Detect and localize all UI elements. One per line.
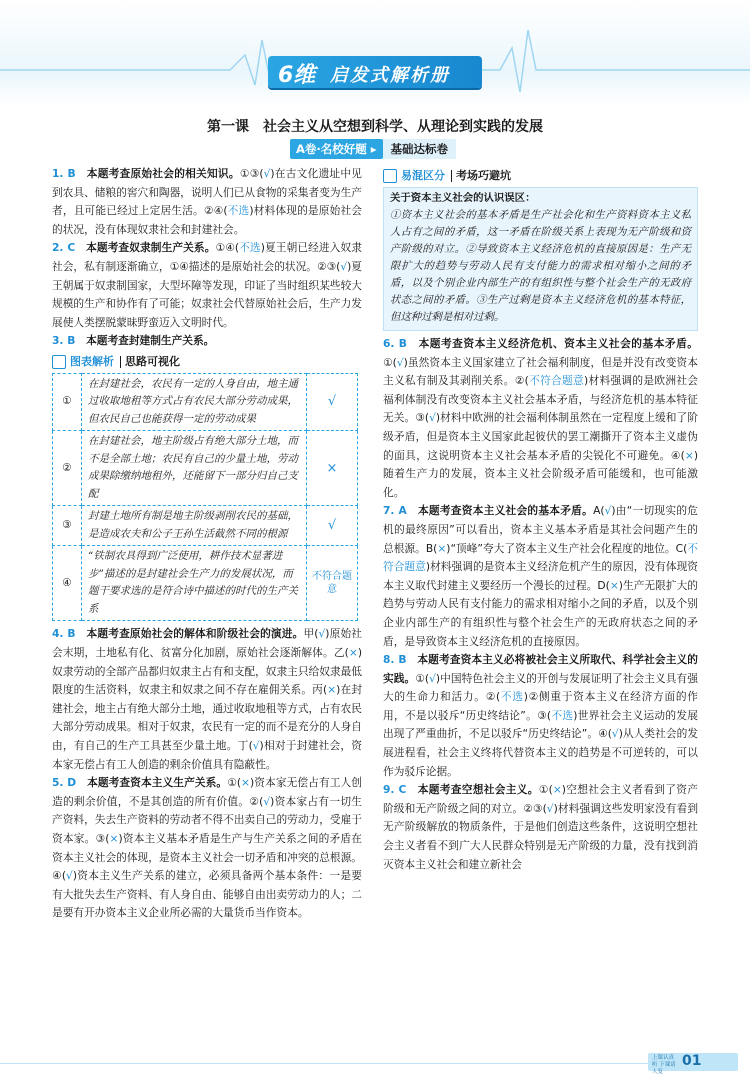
pulse-line-decoration	[0, 0, 750, 105]
answer-item-2: 2. C 本题考查奴隶制生产关系。①④(不选)夏王朝已经进入奴隶社会，私有制逐渐确立，①④描述的是原始社会的状况。②③(√)夏王朝属于奴隶制国家，大型坏障等发现，印证了当时组织某些较大规模的生产和协作有了可能；奴隶社会代替原始社会后，生产力发展使人类摆脱蒙昧野蛮迈入文明时代。	[52, 241, 362, 329]
answer-topic: 本题考查原始社会的解体和阶级社会的演进。	[86, 627, 304, 641]
page-tag: 上课认真听 下课请人复	[652, 1055, 676, 1075]
section-subtitle	[290, 139, 456, 159]
answer-item-3	[52, 332, 362, 351]
pencil-icon	[383, 169, 397, 183]
chart-icon	[52, 355, 66, 369]
table-row: ② 在封建社会，地主阶级占有绝大部分土地，而不是全部土地；农民有自己的少量土地，劳动成果除缴纳地租外，还能留下一部分归自己支配 ×	[53, 431, 358, 506]
answer-topic: 本题考查资本主义生产关系。	[87, 776, 228, 790]
chart-analysis-table	[52, 373, 358, 622]
left-column	[52, 165, 362, 923]
answer-item-7: 7. A 本题考查资本主义社会的基本矛盾。A(√)由“一切现实的危机的最终原因”可以看出，资本主义基本矛盾是其社会问题产生的总根源。B(×)“顶峰”夸大了资本主义生产社会化程度的地位。C(不符合题意)材料强调的是资本主义经济危机产生的原因，没有体现资本主义取代封建主义要经历一个漫长的过程。D(×)生产无限扩大的趋势与劳动人民有支付能力的需求相对缩小之间的矛盾，以及个别企业内部生产的有组织性与整个社会生产的无政府状态之间的矛盾，是导致资本主义经济危机的直接原因。	[383, 504, 698, 648]
page-number: 01	[682, 1053, 702, 1069]
table-row: ③ 封建土地所有制是地主阶级剥削农民的基础，是造成农夫和公子王孙生活截然不同的根源 √	[53, 506, 358, 546]
answer-number: 6. B	[383, 337, 407, 350]
answer-item-9: 9. C 本题考查空想社会主义。①(×)空想社会主义者看到了资产阶级和无产阶级之间的对立。②③(√)材料强调这些发明家没有看到无产阶级解放的物质条件，于是他们创造这些条件，这说明空想社会主义者看不到广大人民群众特别是无产阶级的力量，没有找到消灭资本主义社会和建立新社会	[383, 783, 699, 871]
banner-number: 6维	[278, 63, 316, 88]
right-column	[383, 165, 698, 874]
table-row: ④ “铁制农具得到广泛使用，耕作技术显著进步”描述的是封建社会生产力的发展状况，而题干要求选的是符合诗中描述的时代的生产关系 不符合题意	[53, 546, 358, 621]
banner-title: 启发式解析册	[330, 65, 450, 86]
answer-item-8: 8. B 本题考查资本主义必将被社会主义所取代、科学社会主义的实践。①(√)中国特色社会主义的开创与发展证明了社会主义具有强大的生命力和活力。②(不选)②侧重于资本主义在经济方面的作用，不是以驳斥“历史终结论”。③(不选)世界社会主义运动的发展出现了严重曲折，不足以驳斥“历史终结论”。④(√)从人类社会的发展进程看，社会主义终将代替资本主义的趋势是不可逆转的，可以作为驳斥论据。	[383, 653, 699, 778]
answer-topic: 本题考查空想社会主义。	[417, 783, 539, 797]
mix-tip-heading: 易混区分 考场巧避坑	[383, 167, 698, 185]
answer-number: 9. C	[383, 783, 407, 797]
subtitle-tag: A卷·名校好题 ▸	[290, 139, 383, 159]
chart-analysis-heading: 图表解析 思路可视化	[52, 353, 362, 371]
answer-topic: 本题考查资本主义必将被社会主义所取代、科学社会主义的实践。	[383, 653, 698, 685]
header-banner	[268, 56, 482, 88]
answer-topic: 本题考查资本主义经济危机、资本主义社会的基本矛盾。	[418, 337, 698, 350]
answer-number: 4. B	[52, 627, 76, 641]
answer-topic: 本题考查奴隶制生产关系。	[86, 241, 216, 255]
answer-number: 3. B	[52, 334, 76, 348]
answer-topic: 本题考查资本主义社会的基本矛盾。	[417, 504, 594, 518]
mix-tip-title: 关于资本主义社会的认识误区：	[390, 192, 536, 204]
table-row: ① 在封建社会，农民有一定的人身自由，地主通过收取地租等方式占有农民大部分劳动成果，但农民自己也能获得一定的劳动成果 √	[53, 373, 358, 431]
answer-number: 5. D	[52, 776, 77, 790]
answer-topic: 本题考查封建制生产关系。	[86, 334, 215, 348]
subtitle-label: 基础达标卷	[383, 139, 457, 159]
answer-topic: 本题考查原始社会的相关知识。	[86, 167, 240, 180]
answer-item-6: 6. B 本题考查资本主义经济危机、资本主义社会的基本矛盾。①(√)虽然资本主义国家建立了社会福利制度，但是并没有改变资本主义私有制及其剥削关系。②(不符合题意)材料强调的是欧洲社会福利体制没有改变资本主义社会基本矛盾，与经济危机的基本特征无关。③(√)材料中欧洲的社会福利体制虽然在一定程度上缓和了阶级矛盾，但是资本主义国家此起彼伏的罢工潮撕开了资本主义虚伪的面具，这说明资本主义社会基本矛盾的尖锐化不可避免。④(×)随着生产力的发展，资本主义社会阶级矛盾可能缓和，也可能激化。	[383, 337, 698, 499]
answer-item-4: 4. B 本题考查原始社会的解体和阶级社会的演进。甲(√)原始社会末期，土地私有化、贫富分化加剧，原始社会逐渐解体。乙(×)奴隶劳动的全部产品都归奴隶主占有和支配，奴隶主只给奴隶最低限度的生活资料，奴隶主和奴隶之间不存在雇佣关系。丙(×)在封建社会，地主占有绝大部分土地，通过收取地租等方式，占有农民大部分劳动成果。相对于奴隶，农民有一定的而不是充分的人身自由，有自己的生产工具甚至少量土地。丁(√)相对于封建社会，资本家无偿占有工人创造的剩余价值具有隐蔽性。	[52, 627, 363, 771]
answer-number: 2. C	[52, 241, 76, 255]
answer-number: 1. B	[52, 167, 76, 180]
answer-number: 7. A	[383, 504, 407, 518]
mix-tip-body: ①资本主义社会的基本矛盾是生产社会化和生产资料资本主义私人占有之间的矛盾，这一矛盾在阶级关系上表现为无产阶级和资产阶级的对立。②导致资本主义经济危机的直接原因是：生产无限扩大的趋势与劳动人民有支付能力的需求相对缩小之间的矛盾，以及个别企业内部生产的有组织性与整个社会生产的无政府状态之间的矛盾。③生产过剩是资本主义经济危机的基本特征，但这种过剩是相对过剩。	[390, 209, 691, 323]
footer-line	[0, 1063, 650, 1064]
answer-item-5: 5. D 本题考查资本主义生产关系。①(×)资本家无偿占有工人创造的剩余价值，不是其创造的所有价值。②(√)资本家占有一切生产资料，失去生产资料的劳动者不得不出卖自己的劳动力，受雇于资本家。③(×)资本主义基本矛盾是生产与生产关系之间的矛盾在资本主义社会的体现，是资本主义社会一切矛盾和冲突的总根源。④(√)资本主义生产关系的建立，必须具备两个基本条件：一是要有大批失去生产资料、有人身自由、能够自由出卖劳动力的人；二是要有开办资本主义企业所必需的大量货币当作资本。	[52, 776, 362, 920]
answer-number: 8. B	[383, 653, 407, 667]
lesson-title: 第一课 社会主义从空想到科学、从理论到实践的发展	[207, 119, 543, 135]
mix-tip-box	[383, 187, 698, 331]
answer-item-1: 1. B 本题考查原始社会的相关知识。①③(√)在古文化遗址中见到农具、储粮的窖穴和陶器，说明人们已从食物的采集者变为生产者，且可能已经过上定居生活。②④(不选)材料体现的是原始社会的状况，没有体现奴隶社会和封建社会。	[52, 167, 362, 236]
